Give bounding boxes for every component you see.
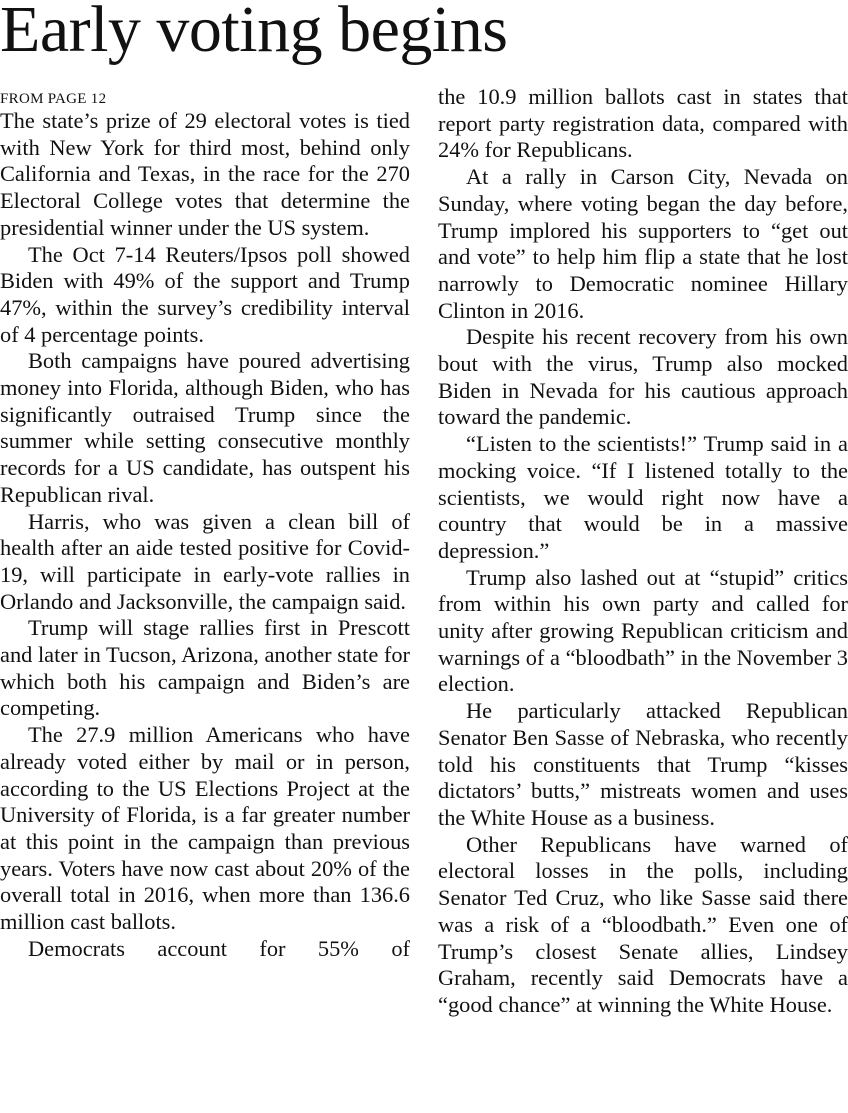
paragraph: The Oct 7-14 Reuters/Ipsos poll showed Biden with 49% of the support and Trump 47%, within the survey’s credibility interval of 4 percentage points. <box>0 241 410 347</box>
paragraph: The state’s prize of 29 electoral votes is tied with New York for third most, behind only California and Texas, in the race for the 270 Electoral College votes that determine the presidential winner under the US system. <box>0 108 410 240</box>
paragraph: Both campaigns have poured advertising money into Florida, although Biden, who has significantly outraised Trump since the summer while setting consecutive monthly records for a US candidate, has outspent his Republican rival. <box>0 348 410 507</box>
jump-line: FROM PAGE 12 <box>0 91 107 107</box>
paragraph: He particularly attacked Republican Senator Ben Sasse of Nebraska, who recently told his constituents that Trump “kisses dictators’ butts,” mistreats women and uses the White House as a business. <box>438 698 848 830</box>
paragraph: Other Republicans have warned of electoral losses in the polls, including Senator Ted Cruz, who like Sasse said there was a risk of a “bloodbath.” Even one of Trump’s closest Senate allies, Lindsey Graham, recently said Democrats have a “good chance” at winning the White House. <box>438 831 848 1017</box>
paragraph: Trump also lashed out at “stupid” critics from within his own party and called for unity after growing Republican criticism and warnings of a “bloodbath” in the November 3 election. <box>438 564 848 697</box>
paragraph: At a rally in Carson City, Nevada on Sunday, where voting began the day before, Trump implored his supporters to “get out and vote” to help him flip a state that he lost narrowly to Democratic nominee Hillary Clinton in 2016. <box>438 164 848 323</box>
paragraph: the 10.9 million ballots cast in states that report party registration data, compared with 24% for Republicans. <box>438 84 848 163</box>
paragraph: Democrats account for 55% of <box>28 935 410 961</box>
headline: Early voting begins <box>0 0 508 66</box>
paragraph: Despite his recent recovery from his own bout with the virus, Trump also mocked Biden in Nevada for his cautious approach toward the pandemic. <box>438 324 848 430</box>
right-column <box>438 84 848 1107</box>
paragraph: “Listen to the scientists!” Trump said in a mocking voice. “If I listened totally to the scientists, we would right now have a country that would be in a massive depression.” <box>438 431 848 563</box>
paragraph: Harris, who was given a clean bill of health after an aide tested positive for Covid-19, will participate in early-vote rallies in Orlando and Jacksonville, the campaign said. <box>0 508 410 614</box>
left-column <box>0 90 410 1113</box>
paragraph: The 27.9 million Americans who have already voted either by mail or in person, according to the US Elections Project at the University of Florida, is a far greater number at this point in the campaign than previous years. Voters have now cast about 20% of the overall total in 2016, when more than 136.6 million cast ballots. <box>0 722 410 935</box>
paragraph: Trump will stage rallies first in Prescott and later in Tucson, Arizona, another state for which both his campaign and Biden’s are competing. <box>0 615 410 721</box>
